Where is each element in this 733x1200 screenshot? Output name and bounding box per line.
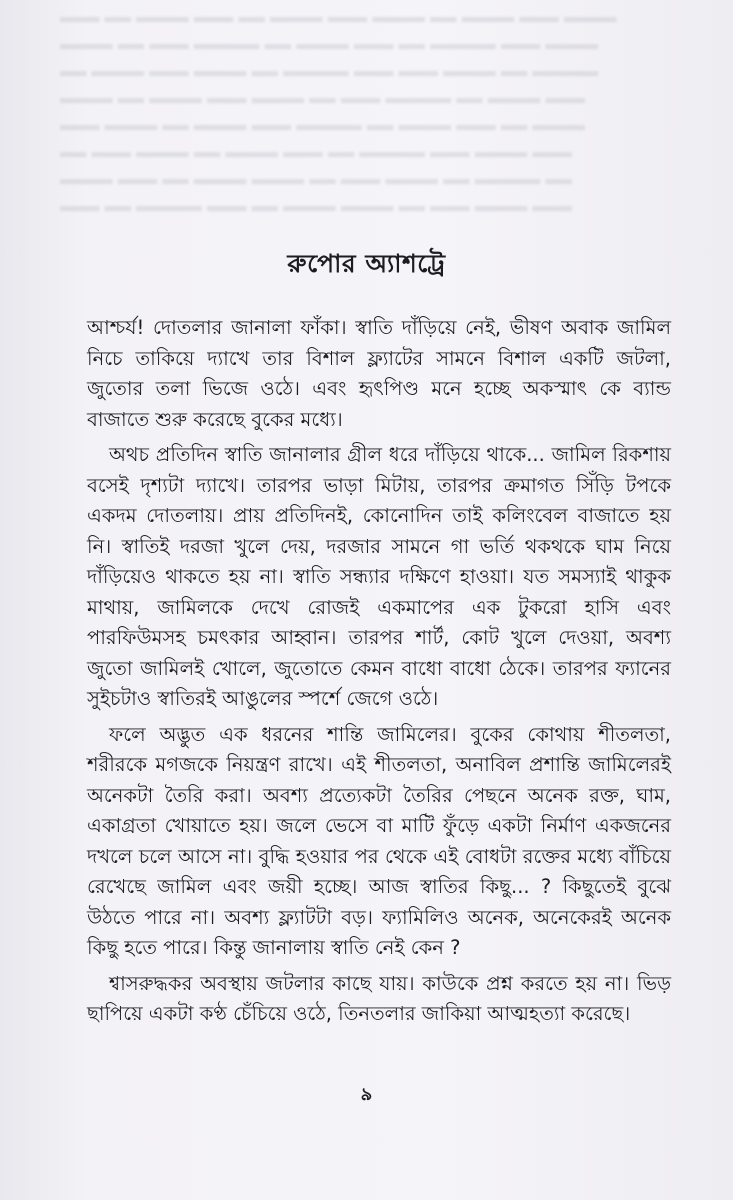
chapter-body (87, 313, 671, 1035)
page-number: ৯ (360, 1084, 373, 1105)
paragraph: ফলে অদ্ভুত এক ধরনের শান্তি জামিলের। বুকের কোথায় শীতলতা, শরীরকে মগজকে নিয়ন্ত্রণ রাখে। এই শীতলতা, অনাবিল প্রশান্তি জামিলেরই অনেকটা তৈরি করা। অবশ্য প্রত্যেকটা তৈরির পেছনে অনেক রক্ত, ঘাম, একাগ্রতা খোয়াতে হয়। জলে ভেসে বা মাটি ফুঁড়ে একটা নির্মাণ একজনের দখলে চলে আসে না। বুদ্ধি হওয়ার পর থেকে এই বোধটা রক্তের মধ্যে বাঁচিয়ে রেখেছে জামিল এবং জয়ী হচ্ছে। আজ স্বাতির কিছু... ? কিছুতেই বুঝে উঠতে পারে না। অবশ্য ফ্ল্যাটটা বড়। ফ্যামিলিও অনেক, অনেকেরই অনেক কিছু হতে পারে। কিন্তু জানালায় স্বাতি নেই কেন ? (87, 722, 671, 959)
paragraph: আশ্চর্য! দোতলার জানালা ফাঁকা। স্বাতি দাঁড়িয়ে নেই, ভীষণ অবাক জামিল নিচে তাকিয়ে দ্যাখে তার বিশাল ফ্ল্যাটের সামনে বিশাল একটি জটলা, জুতোর তলা ভিজে ওঠে। এবং হৃৎপিণ্ড মনে হচ্ছে অকস্মাৎ কে ব্যান্ড বাজাতে শুরু করেছে বুকের মধ্যে। (87, 316, 671, 431)
chapter-title: রুপোর অ্যাশট্রে (287, 249, 446, 278)
reverse-side-show-through: ▂▂▂ ▂▂ ▂▂▂▂ ▂▂▂ ▂▂ ▂▂▂▂ ▂▂▂ ▂▂▂▂ ▂▂ ▂▂▂▂ ▂▂▂ ▂▂▂▂ ▂▂▂▂ ▂▂ ▂▂▂ ▂▂▂▂▂ ▂▂ ▂▂▂▂ ▂▂▂ ▂▂ ▂▂▂▂▂ ▂▂▂ ▂▂▂▂ ▂▂ ▂▂▂▂ ▂▂▂ ▂▂▂▂ ▂▂ ▂▂▂▂▂ ▂▂▂ ▂▂▂ ▂▂▂▂ ▂▂ ▂▂▂▂▂ ▂▂▂▂ ▂▂ ▂▂▂▂ ▂▂▂ ▂▂▂▂ ▂▂ ▂▂▂ ▂▂▂▂▂ ▂▂ ▂▂▂▂ ▂▂▂ ▂▂▂ ▂▂▂▂ ▂▂ ▂▂▂▂ ▂▂▂ ▂▂▂▂▂ ▂▂ ▂▂▂▂ ▂▂▂ ▂▂ ▂▂▂▂ ▂▂ ▂▂▂ ▂▂▂▂ ▂▂ ▂▂▂▂ ▂▂▂ ▂▂ ▂▂▂▂▂ ▂▂▂ ▂▂▂▂ ▂▂▂ ▂▂▂▂ ▂▂▂ ▂▂ ▂▂▂▂ ▂▂▂▂ ▂▂ ▂▂▂ ▂▂▂▂ ▂▂ ▂▂▂▂▂ ▂▂ ▂▂▂ ▂▂ ▂▂▂▂▂ ▂▂▂ ▂▂ ▂▂▂▂ ▂▂▂▂ ▂▂ ▂▂▂ ▂▂▂▂ ▂▂▂ (60, 3, 617, 212)
paragraph: অথচ প্রতিদিন স্বাতি জানালার গ্রীল ধরে দাঁড়িয়ে থাকে... জামিল রিকশায় বসেই দৃশ্যটা দ্যাখে। তারপর ভাড়া মিটায়, তারপর ক্রমাগত সিঁড়ি টপকে একদম দোতলায়। প্রায় প্রতিদিনই, কোনোদিন তাই কলিংবেল বাজাতে হয় নি। স্বাতিই দরজা খুলে দেয়, দরজার সামনে গা ভর্তি থকথকে ঘাম নিয়ে দাঁড়িয়েও থাকতে হয় না। স্বাতি সন্ধ্যার দক্ষিণে হাওয়া। যত সমস্যাই থাকুক মাথায়, জামিলকে দেখে রোজই একমাপের এক টুকরো হাসি এবং পারফিউমসহ চমৎকার আহ্বান। তারপর শার্ট, কোট খুলে দেওয়া, অবশ্য জুতো জামিলই খোলে, জুতোতে কেমন বাধো বাধো ঠেকে। তারপর ফ্যানের সুইচটাও স্বাতিরই আঙুলের স্পর্শে জেগে ওঠে। (87, 443, 671, 710)
paragraph: শ্বাসরুদ্ধকর অবস্থায় জটলার কাছে যায়। কাউকে প্রশ্ন করতে হয় না। ভিড় ছাপিয়ে একটা কণ্ঠ চেঁচিয়ে ওঠে, তিনতলার জাকিয়া আত্মহত্যা করেছে। (87, 971, 671, 1025)
